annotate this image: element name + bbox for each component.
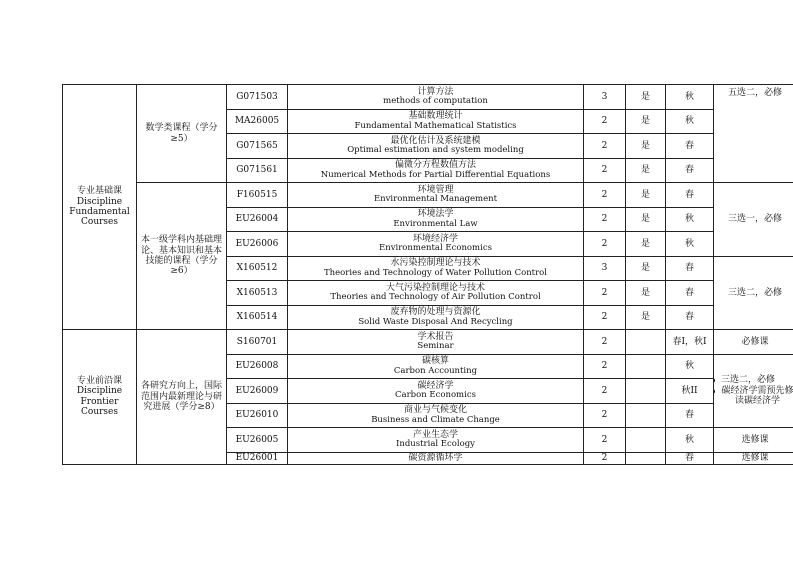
course-code: X160513 — [227, 281, 288, 306]
course-code: X160514 — [227, 305, 288, 330]
category-cell-frontier: 专业前沿课 Discipline Frontier Courses — [63, 330, 137, 465]
course-required: 是 — [626, 207, 666, 232]
note-frontier-choice: 三选二，必修 碳经济学需预先修读碳经济学 — [714, 354, 793, 428]
course-term: 春 — [666, 403, 714, 428]
course-term: 春 — [666, 452, 714, 464]
course-code: G071565 — [227, 134, 288, 159]
note-elective: 选修课 — [714, 452, 793, 464]
course-required: 是 — [626, 158, 666, 183]
table-row — [63, 85, 793, 110]
note-choose-2-of-5: 五选二，必修 — [714, 85, 793, 183]
course-credit: 2 — [584, 330, 626, 355]
course-name: 学术报告 Seminar — [288, 330, 584, 355]
course-required: 是 — [626, 134, 666, 159]
table-row — [63, 330, 793, 355]
course-term: 秋 — [666, 85, 714, 110]
course-term: 秋 — [666, 109, 714, 134]
course-required: 是 — [626, 232, 666, 257]
course-name: 计算方法 methods of computation — [288, 85, 584, 110]
course-code: EU26005 — [227, 428, 288, 453]
course-code: EU26008 — [227, 354, 288, 379]
course-credit: 2 — [584, 428, 626, 453]
course-code: EU26009 — [227, 379, 288, 404]
course-required: 是 — [626, 109, 666, 134]
course-name: 水污染控制理论与技术 Theories and Technology of Water Pollution Control — [288, 256, 584, 281]
course-credit: 2 — [584, 403, 626, 428]
course-required — [626, 403, 666, 428]
course-name: 商业与气候变化 Business and Climate Change — [288, 403, 584, 428]
course-name: 产业生态学 Industrial Ecology — [288, 428, 584, 453]
course-code: EU26001 — [227, 452, 288, 464]
note-choose-1-of-3: 三选一，必修 — [714, 183, 793, 257]
course-credit: 2 — [584, 158, 626, 183]
bullet-icon — [714, 389, 716, 394]
note-choose-2-of-3: 三选二，必修 — [714, 256, 793, 330]
course-required — [626, 452, 666, 464]
course-credit: 2 — [584, 207, 626, 232]
course-required: 是 — [626, 85, 666, 110]
course-table — [62, 84, 793, 465]
course-term: 秋 — [666, 207, 714, 232]
table-row — [63, 183, 793, 208]
course-required — [626, 428, 666, 453]
course-credit: 2 — [584, 109, 626, 134]
course-code: G071561 — [227, 158, 288, 183]
bullet-icon — [714, 378, 716, 383]
course-name: 环境经济学 Environmental Economics — [288, 232, 584, 257]
course-credit: 3 — [584, 256, 626, 281]
course-credit: 2 — [584, 281, 626, 306]
note-required: 必修课 — [714, 330, 793, 355]
course-name: 环境管理 Environmental Management — [288, 183, 584, 208]
course-term: 秋 — [666, 428, 714, 453]
course-required: 是 — [626, 305, 666, 330]
course-credit: 3 — [584, 85, 626, 110]
course-code: S160701 — [227, 330, 288, 355]
course-name: 碳资源循环学 — [288, 452, 584, 464]
course-name: 碳核算 Carbon Accounting — [288, 354, 584, 379]
course-credit: 2 — [584, 232, 626, 257]
course-code: EU26006 — [227, 232, 288, 257]
note-elective: 选修课 — [714, 428, 793, 453]
course-required — [626, 379, 666, 404]
course-required: 是 — [626, 183, 666, 208]
course-credit: 2 — [584, 305, 626, 330]
course-code: G071503 — [227, 85, 288, 110]
course-term: 秋 — [666, 354, 714, 379]
course-credit: 2 — [584, 379, 626, 404]
course-term: 春 — [666, 183, 714, 208]
course-credit: 2 — [584, 452, 626, 464]
course-name: 基础数理统计 Fundamental Mathematical Statistics — [288, 109, 584, 134]
course-credit: 2 — [584, 134, 626, 159]
course-code: F160515 — [227, 183, 288, 208]
course-name: 偏微分方程数值方法 Numerical Methods for Partial Differential Equations — [288, 158, 584, 183]
course-name: 废弃物的处理与资源化 Solid Waste Disposal And Recycling — [288, 305, 584, 330]
course-term: 春I，秋I — [666, 330, 714, 355]
group-label-frontier: 各研究方向上，国际范围内最新理论与研究进展（学分≥8） — [137, 330, 227, 465]
course-required: 是 — [626, 256, 666, 281]
course-code: EU26004 — [227, 207, 288, 232]
course-credit: 2 — [584, 183, 626, 208]
group-label-math: 数学类课程（学分≥5） — [137, 85, 227, 183]
course-term: 春 — [666, 158, 714, 183]
group-label-discipline-basics: 本一级学科内基础理论、基本知识和基本技能的课程（学分≥6） — [137, 183, 227, 330]
course-term: 春 — [666, 305, 714, 330]
course-name: 最优化估计及系统建模 Optimal estimation and system modeling — [288, 134, 584, 159]
course-term: 春 — [666, 256, 714, 281]
course-credit: 2 — [584, 354, 626, 379]
course-name: 大气污染控制理论与技术 Theories and Technology of Air Pollution Control — [288, 281, 584, 306]
course-code: MA26005 — [227, 109, 288, 134]
course-term: 春 — [666, 281, 714, 306]
course-term: 春 — [666, 134, 714, 159]
course-required — [626, 330, 666, 355]
course-term: 秋II — [666, 379, 714, 404]
course-name: 环境法学 Environmental Law — [288, 207, 584, 232]
course-code: EU26010 — [227, 403, 288, 428]
course-name: 碳经济学 Carbon Economics — [288, 379, 584, 404]
course-code: X160512 — [227, 256, 288, 281]
course-required — [626, 354, 666, 379]
course-required: 是 — [626, 281, 666, 306]
course-term: 秋 — [666, 232, 714, 257]
category-cell-fundamental: 专业基础课 Discipline Fundamental Courses — [63, 85, 137, 330]
